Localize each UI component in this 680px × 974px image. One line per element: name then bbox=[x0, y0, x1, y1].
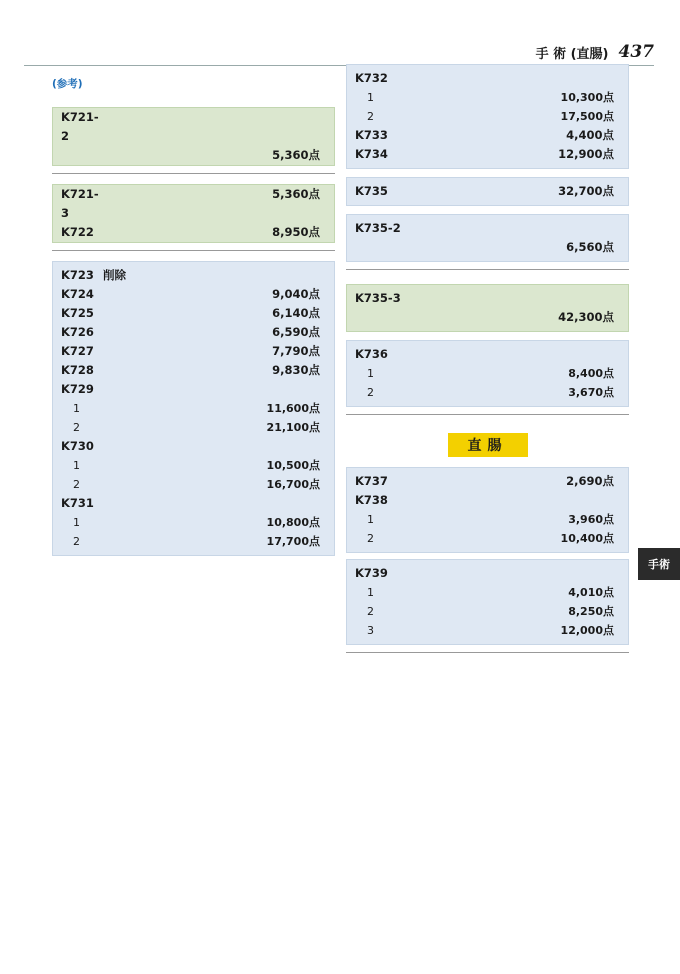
rectum-heading bbox=[346, 433, 629, 457]
k739-sub-points: 4,010点 bbox=[568, 586, 614, 599]
k731-sub-label bbox=[95, 513, 267, 532]
k733-points: 4,400点 bbox=[566, 128, 614, 142]
k721-3-points: 5,360点 bbox=[272, 187, 320, 201]
k732-item bbox=[347, 69, 628, 88]
k730-sub-number: 2 bbox=[73, 478, 80, 491]
k739-subitem bbox=[347, 602, 628, 621]
k721-2-box bbox=[52, 107, 335, 166]
k730-sub-points: 16,700点 bbox=[266, 478, 320, 491]
k729-subitems bbox=[53, 399, 334, 437]
k736-subitem bbox=[347, 364, 628, 383]
k729-sub-number: 1 bbox=[73, 402, 80, 415]
k735-3-code: K735-3 bbox=[355, 291, 401, 305]
k738-sub-number: 1 bbox=[367, 513, 374, 526]
k731-sub-label bbox=[95, 532, 267, 551]
k728-code: K728 bbox=[61, 363, 94, 377]
k732-sub-points: 10,300点 bbox=[560, 91, 614, 104]
k732-sub-number: 2 bbox=[367, 110, 374, 123]
k736-sub-number: 2 bbox=[367, 386, 374, 399]
k726-item bbox=[53, 323, 334, 342]
k733-item bbox=[347, 126, 628, 145]
k739-box bbox=[346, 559, 629, 645]
k725-code: K725 bbox=[61, 306, 94, 320]
k731-subitems bbox=[53, 513, 334, 551]
k735-code: K735 bbox=[355, 184, 388, 198]
k722-code: K722 bbox=[61, 225, 94, 239]
k739-subitem bbox=[347, 621, 628, 640]
k738-sub-points: 3,960点 bbox=[568, 513, 614, 526]
k738-sub-label bbox=[389, 510, 568, 529]
k735-2-item bbox=[347, 219, 628, 238]
rectum-label: 直腸 bbox=[448, 433, 528, 457]
k738-item bbox=[347, 491, 628, 510]
section-heading-4 bbox=[346, 413, 629, 415]
k724-code: K724 bbox=[61, 287, 94, 301]
k731-sub-number: 1 bbox=[73, 516, 80, 529]
k723-code: K723 bbox=[61, 268, 94, 282]
k730-subitems bbox=[53, 456, 334, 494]
right-column bbox=[346, 64, 629, 653]
k739-sub-number: 1 bbox=[367, 586, 374, 599]
k732-code: K732 bbox=[355, 71, 388, 85]
k735-3-points-row bbox=[347, 308, 628, 327]
k723-name: 削除 bbox=[103, 268, 126, 282]
k729-sub-points: 11,600点 bbox=[266, 402, 320, 415]
reference-block bbox=[52, 76, 335, 93]
k729-subitem bbox=[53, 418, 334, 437]
k728-points: 9,830点 bbox=[272, 363, 320, 377]
k732-subitem bbox=[347, 107, 628, 126]
k721-3-item bbox=[53, 185, 334, 223]
page-header bbox=[24, 40, 654, 66]
k724-item bbox=[53, 285, 334, 304]
k731-sub-number: 2 bbox=[73, 535, 80, 548]
k733-code: K733 bbox=[355, 128, 388, 142]
k738-sub-label bbox=[389, 529, 561, 548]
k724-points: 9,040点 bbox=[272, 287, 320, 301]
k729-sub-label bbox=[95, 418, 267, 437]
k731-subitem bbox=[53, 532, 334, 551]
k739-code: K739 bbox=[355, 566, 388, 580]
left-column bbox=[52, 72, 335, 556]
k735-2-points: 6,560点 bbox=[566, 240, 614, 254]
k729-sub-points: 21,100点 bbox=[266, 421, 320, 434]
k737-points: 2,690点 bbox=[566, 474, 614, 488]
k736-subitems bbox=[347, 364, 628, 402]
k739-subitem bbox=[347, 583, 628, 602]
k731-sub-points: 17,700点 bbox=[266, 535, 320, 548]
k730-sub-label bbox=[95, 475, 267, 494]
k739-item bbox=[347, 564, 628, 583]
k729-sub-number: 2 bbox=[73, 421, 80, 434]
k736-sub-points: 3,670点 bbox=[568, 386, 614, 399]
k721-3-box bbox=[52, 184, 335, 243]
k739-sub-label bbox=[389, 602, 568, 621]
k738-subitems bbox=[347, 510, 628, 548]
k732-k734-box bbox=[346, 64, 629, 169]
k739-sub-points: 8,250点 bbox=[568, 605, 614, 618]
k738-subitem bbox=[347, 510, 628, 529]
k725-points: 6,140点 bbox=[272, 306, 320, 320]
page-number: 437 bbox=[618, 42, 654, 62]
k734-code: K734 bbox=[355, 147, 388, 161]
k736-box bbox=[346, 340, 629, 407]
k729-item bbox=[53, 380, 334, 399]
k736-sub-number: 1 bbox=[367, 367, 374, 380]
k726-points: 6,590点 bbox=[272, 325, 320, 339]
k730-sub-label bbox=[95, 456, 267, 475]
k721-2-code: K721-2 bbox=[61, 110, 99, 143]
k735-2-points-row bbox=[347, 238, 628, 257]
section-heading-5 bbox=[346, 651, 629, 653]
k730-item bbox=[53, 437, 334, 456]
k721-2-points-row bbox=[53, 146, 334, 165]
k731-code: K731 bbox=[61, 496, 94, 510]
k727-points: 7,790点 bbox=[272, 344, 320, 358]
section-heading-3 bbox=[346, 268, 629, 270]
k738-sub-number: 2 bbox=[367, 532, 374, 545]
k735-item bbox=[347, 182, 628, 201]
k721-3-code: K721-3 bbox=[61, 187, 99, 220]
k735-3-points: 42,300点 bbox=[558, 310, 614, 324]
k723-item bbox=[53, 266, 334, 285]
k739-sub-number: 3 bbox=[367, 624, 374, 637]
k728-item bbox=[53, 361, 334, 380]
k739-subitems bbox=[347, 583, 628, 640]
k721-2-points: 5,360点 bbox=[272, 148, 320, 162]
k738-subitem bbox=[347, 529, 628, 548]
k729-sub-label bbox=[95, 399, 267, 418]
reference-head: (参考) bbox=[52, 78, 83, 90]
k727-item bbox=[53, 342, 334, 361]
k726-code: K726 bbox=[61, 325, 94, 339]
k730-sub-points: 10,500点 bbox=[266, 459, 320, 472]
k737-item bbox=[347, 472, 628, 491]
k732-sub-number: 1 bbox=[367, 91, 374, 104]
k734-item bbox=[347, 145, 628, 164]
k730-subitem bbox=[53, 475, 334, 494]
k736-subitem bbox=[347, 383, 628, 402]
k735-2-code: K735-2 bbox=[355, 221, 401, 235]
k737-code: K737 bbox=[355, 474, 388, 488]
k732-sub-points: 17,500点 bbox=[560, 110, 614, 123]
k722-points: 8,950点 bbox=[272, 225, 320, 239]
section-side-tab[interactable]: 手術 bbox=[638, 548, 680, 580]
k736-sub-label bbox=[389, 364, 568, 383]
k732-sub-label bbox=[389, 107, 561, 126]
k739-sub-label bbox=[389, 583, 568, 602]
k739-sub-number: 2 bbox=[367, 605, 374, 618]
k730-sub-number: 1 bbox=[73, 459, 80, 472]
k731-sub-points: 10,800点 bbox=[266, 516, 320, 529]
k739-sub-label bbox=[389, 621, 561, 640]
k730-subitem bbox=[53, 456, 334, 475]
k735-2-box bbox=[346, 214, 629, 262]
k723-k731-box bbox=[52, 261, 335, 556]
k736-sub-label bbox=[389, 383, 568, 402]
k735-box bbox=[346, 177, 629, 206]
k734-points: 12,900点 bbox=[558, 147, 614, 161]
k722-item bbox=[53, 223, 334, 242]
k731-subitem bbox=[53, 513, 334, 532]
section-heading-2 bbox=[52, 249, 335, 251]
k739-sub-points: 12,000点 bbox=[560, 624, 614, 637]
k732-sub-label bbox=[389, 88, 561, 107]
k738-sub-points: 10,400点 bbox=[560, 532, 614, 545]
k732-subitem bbox=[347, 88, 628, 107]
k736-item bbox=[347, 345, 628, 364]
k727-code: K727 bbox=[61, 344, 94, 358]
k738-code: K738 bbox=[355, 493, 388, 507]
procedure-list bbox=[53, 266, 334, 399]
k731-item bbox=[53, 494, 334, 513]
k735-3-item bbox=[347, 289, 628, 308]
k729-subitem bbox=[53, 399, 334, 418]
section-heading-1 bbox=[52, 172, 335, 174]
k736-code: K736 bbox=[355, 347, 388, 361]
k725-item bbox=[53, 304, 334, 323]
k732-subitems bbox=[347, 88, 628, 126]
k730-code: K730 bbox=[61, 439, 94, 453]
k735-3-box bbox=[346, 284, 629, 332]
k729-code: K729 bbox=[61, 382, 94, 396]
header-title: 手 術 (直腸) bbox=[535, 47, 609, 62]
k721-2-item bbox=[53, 108, 334, 146]
k736-sub-points: 8,400点 bbox=[568, 367, 614, 380]
k737-k738-box bbox=[346, 467, 629, 553]
k735-points: 32,700点 bbox=[558, 184, 614, 198]
